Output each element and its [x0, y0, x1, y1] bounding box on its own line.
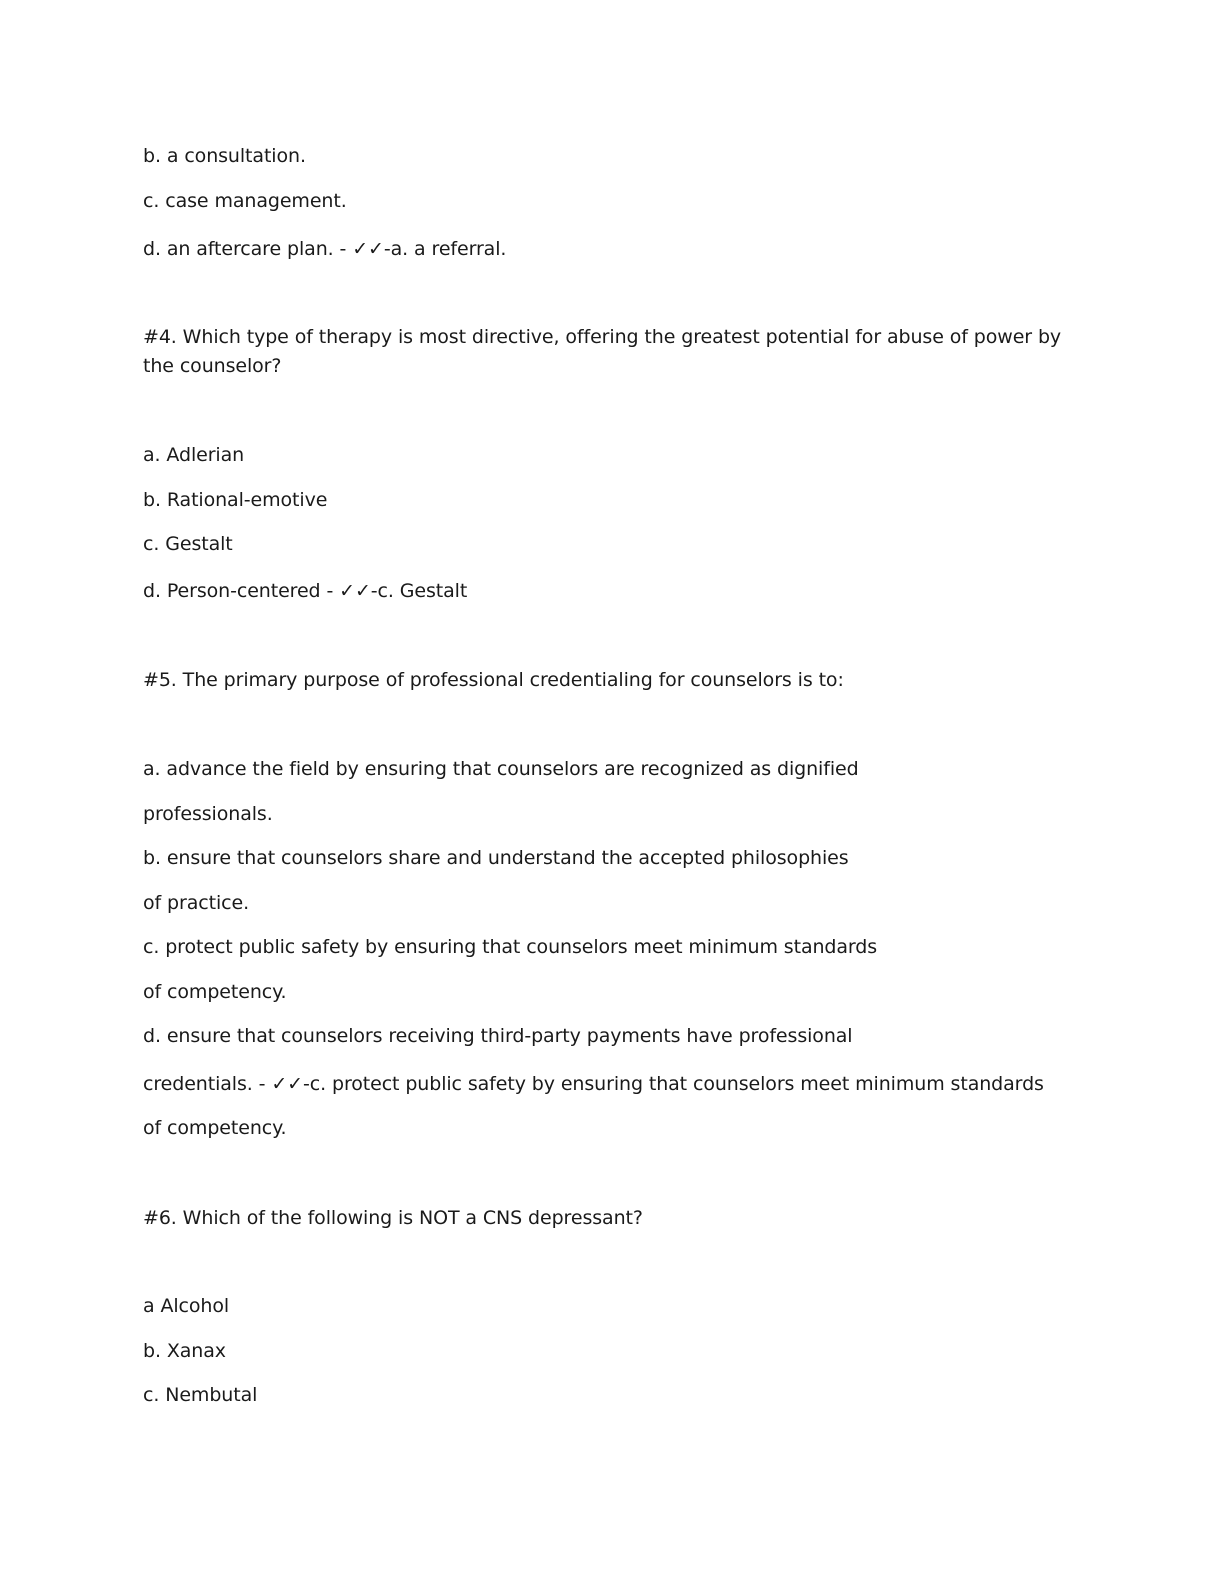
- question-6: #6. Which of the following is NOT a CNS depressant?: [143, 1207, 643, 1229]
- question-4: #4. Which type of therapy is most directive, offering the greatest potential for abuse of power by the counselor?: [143, 326, 1062, 377]
- carryover-option-c: c. case management.: [143, 190, 347, 212]
- double-check-icon: ✓✓: [352, 238, 384, 260]
- q5-line-2: professionals.: [143, 803, 273, 825]
- q5-line-4: of practice.: [143, 892, 250, 914]
- answer-text: -c. protect public safety by ensuring that counselors meet minimum standards: [303, 1073, 1044, 1095]
- q6-option-b: b. Xanax: [143, 1340, 226, 1362]
- option-text: d. an aftercare plan. -: [143, 238, 353, 260]
- q4-option-b: b. Rational-emotive: [143, 489, 328, 511]
- double-check-icon: ✓✓: [339, 580, 371, 602]
- q5-line-1: a. advance the field by ensuring that counselors are recognized as dignified: [143, 758, 859, 780]
- q6-option-a: a Alcohol: [143, 1295, 230, 1317]
- answer-text: -a. a referral.: [383, 238, 507, 260]
- q5-line-7: d. ensure that counselors receiving third-party payments have professional: [143, 1025, 853, 1047]
- q5-answer-cont: of competency.: [143, 1117, 287, 1139]
- carryover-option-b: b. a consultation.: [143, 145, 306, 167]
- question-5: #5. The primary purpose of professional credentialing for counselors is to:: [143, 669, 844, 691]
- carryover-option-d: [143, 235, 506, 263]
- option-text: d. Person-centered -: [143, 580, 340, 602]
- q6-option-c: c. Nembutal: [143, 1384, 258, 1406]
- q5-option-d-end: [143, 1070, 1044, 1098]
- q5-line-5: c. protect public safety by ensuring that counselors meet minimum standards: [143, 936, 878, 958]
- double-check-icon: ✓✓: [271, 1073, 303, 1095]
- answer-text: -c. Gestalt: [370, 580, 468, 602]
- q4-option-a: a. Adlerian: [143, 444, 245, 466]
- option-text: credentials. -: [143, 1073, 272, 1095]
- q5-line-6: of competency.: [143, 981, 287, 1003]
- q4-option-c: c. Gestalt: [143, 533, 233, 555]
- q5-line-3: b. ensure that counselors share and understand the accepted philosophies: [143, 847, 849, 869]
- q4-option-d: [143, 577, 467, 605]
